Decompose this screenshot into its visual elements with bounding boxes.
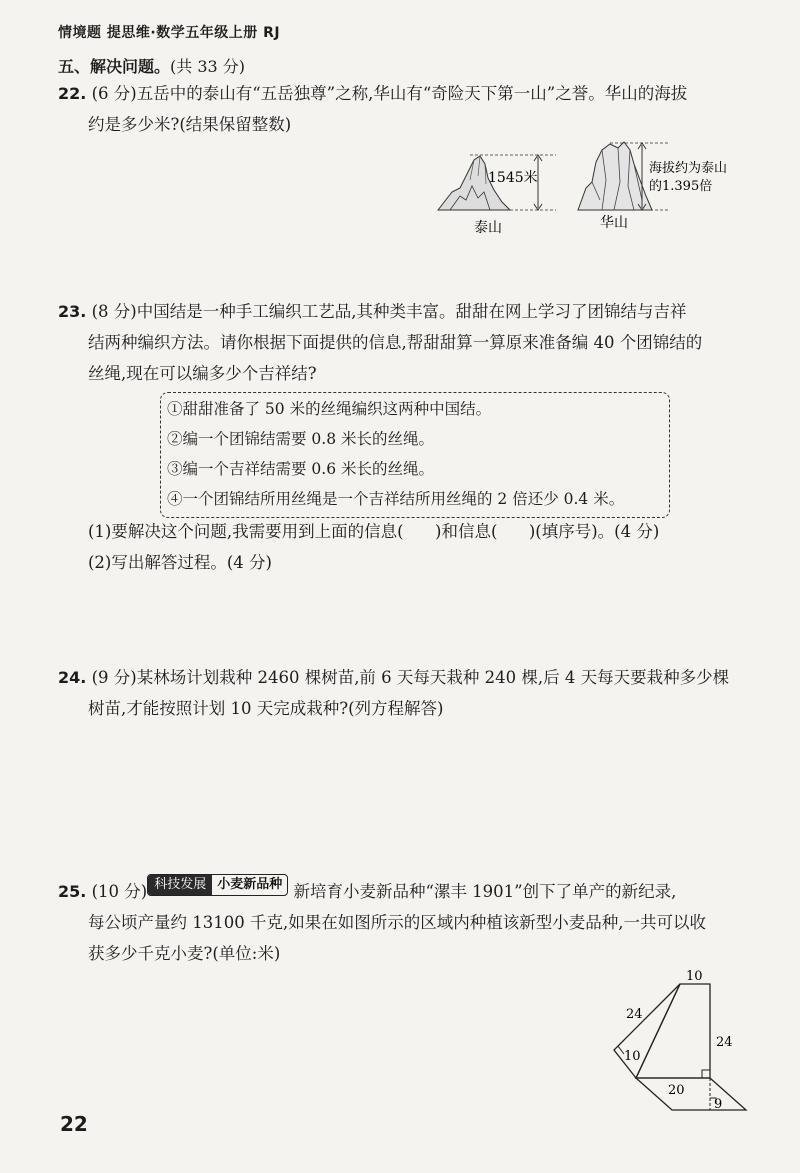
q25-points: (10 分) xyxy=(91,882,148,901)
q23-line2: 结两种编织方法。请你根据下面提供的信息,帮甜甜算一算原来准备编 40 个团锦结的 xyxy=(88,333,703,352)
taishan-label: 泰山 xyxy=(474,220,502,236)
q24-line1: (9 分)某林场计划栽种 2460 棵树苗,前 6 天每天栽种 240 棵,后 4 天每天要栽种多少棵 xyxy=(91,668,730,687)
info-item-4: ④一个团锦结所用丝绳是一个吉祥结所用丝绳的 2 倍还少 0.4 米。 xyxy=(167,490,625,508)
section-title-text: 五、解决问题。 xyxy=(58,57,171,76)
q25-line2: 每公顷产量约 13100 千克,如果在如图所示的区域内种植该新型小麦品种,一共可以收 xyxy=(88,913,706,932)
page-number: 22 xyxy=(60,1112,88,1136)
parallelogram-shape xyxy=(636,1078,746,1110)
q23-subquestions xyxy=(88,516,659,578)
label-left-slant: 24 xyxy=(626,1007,643,1022)
huashan-note-line1: 海拔约为泰山 xyxy=(649,161,728,176)
section-title xyxy=(58,54,245,77)
q23-line3: 丝绳,现在可以编多少个吉祥结? xyxy=(88,364,317,383)
q22-line2: 约是多少米?(结果保留整数) xyxy=(88,115,292,134)
label-right: 24 xyxy=(716,1035,733,1050)
info-item-2: ②编一个团锦结需要 0.8 米长的丝绳。 xyxy=(167,430,435,448)
page-header: 情境题 提思维·数学五年级上册 RJ xyxy=(58,25,281,41)
question-number: 22. xyxy=(58,84,87,103)
huashan-note-line2: 的1.395倍 xyxy=(649,179,713,194)
question-number: 23. xyxy=(58,302,87,321)
q25-region-figure xyxy=(600,968,770,1118)
label-offset: 9 xyxy=(714,1097,723,1112)
q23-sub2: (2)写出解答过程。(4 分) xyxy=(88,553,272,572)
question-23 xyxy=(58,296,702,389)
huashan-label: 华山 xyxy=(600,215,628,231)
question-24 xyxy=(58,662,729,724)
taishan-height-label: 1545米 xyxy=(488,170,538,186)
q23-sub1: (1)要解决这个问题,我需要用到上面的信息( )和信息( )(填序号)。(4 分) xyxy=(88,522,660,541)
info-item-1: ①甜甜准备了 50 米的丝绳编织这两种中国结。 xyxy=(167,400,492,418)
q22-figure xyxy=(430,140,760,240)
section-points: (共 33 分) xyxy=(170,57,246,76)
question-25 xyxy=(58,874,706,969)
q25-line3: 获多少千克小麦?(单位:米) xyxy=(88,944,281,963)
q24-line2: 树苗,才能按照计划 10 天完成栽种?(列方程解答) xyxy=(88,699,444,718)
question-22 xyxy=(58,78,687,140)
label-top: 10 xyxy=(686,969,703,984)
topic-tag xyxy=(147,874,288,896)
label-bottom: 20 xyxy=(668,1083,685,1098)
label-left-small: 10 xyxy=(624,1049,641,1064)
q23-info-box xyxy=(160,392,670,518)
q23-line1: (8 分)中国结是一种手工编织工艺品,其种类丰富。甜甜在网上学习了团锦结与吉祥 xyxy=(91,302,687,321)
q25-line1: 新培育小麦新品种“漯丰 1901”创下了单产的新纪录, xyxy=(293,882,677,901)
tag-category: 科技发展 xyxy=(148,875,212,895)
tag-topic: 小麦新品种 xyxy=(217,877,283,892)
question-number: 25. xyxy=(58,882,87,901)
q22-line1: (6 分)五岳中的泰山有“五岳独尊”之称,华山有“奇险天下第一山”之誉。华山的海拔 xyxy=(91,84,688,103)
huashan-mountain-illustration xyxy=(578,142,670,210)
info-item-3: ③编一个吉祥结需要 0.6 米长的丝绳。 xyxy=(167,460,435,478)
question-number: 24. xyxy=(58,668,87,687)
